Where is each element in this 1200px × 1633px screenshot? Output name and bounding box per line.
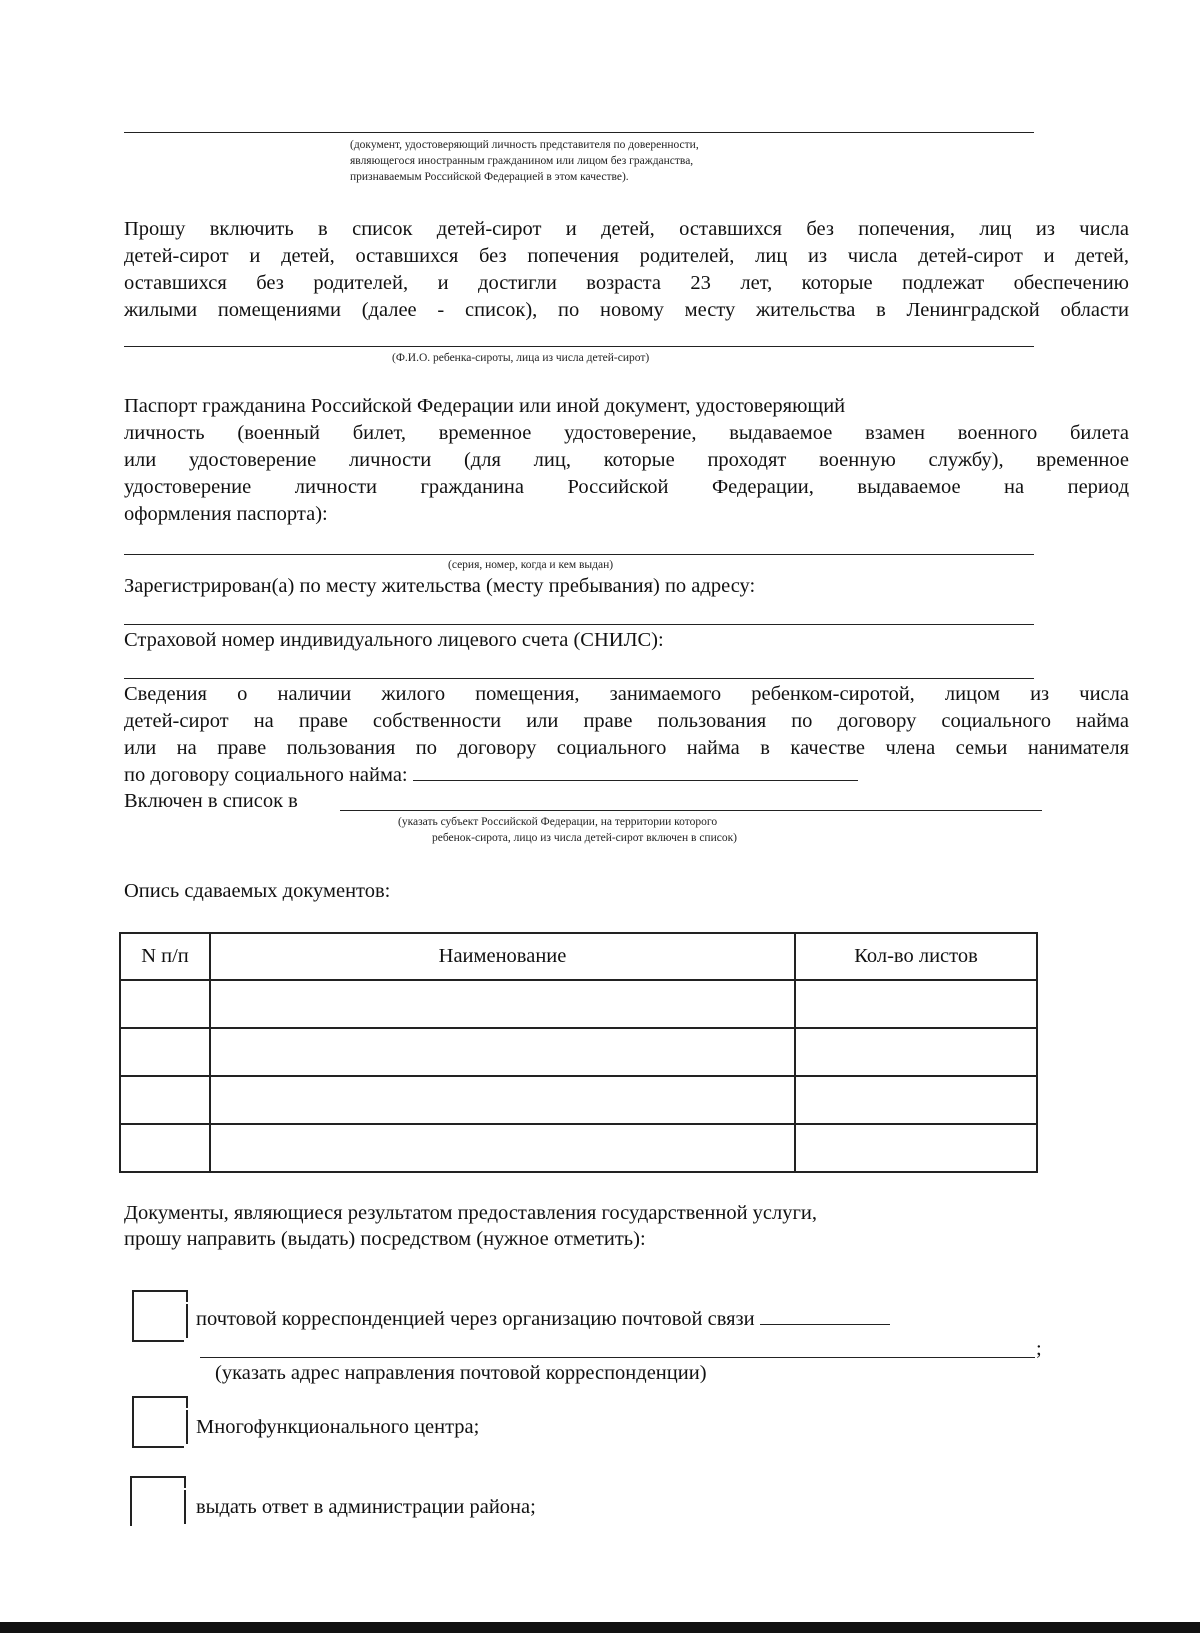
- request-paragraph: Прошу включить в список детей-сирот и детей, оставшихся без попечения, лиц из числа детей-сирот и детей, оставшихся без попечения родителей, лиц из числа детей-сирот и детей, оставшихся без родителей, и достигли возраста 23 лет, которые подлежат обеспечению жилыми помещениями (далее - список), по новому месту жительства в Ленинградской области: [124, 218, 1129, 321]
- post-address-line[interactable]: [200, 1357, 1035, 1358]
- included-caption: (указать субъект Российской Федерации, на территории которого ребенок-сирота, лицо из числа детей-сирот включен в список): [398, 816, 738, 844]
- table-header-row: [120, 933, 1037, 980]
- table-cell[interactable]: [120, 1124, 210, 1172]
- table-row: [120, 1124, 1037, 1172]
- fio-line[interactable]: [124, 346, 1034, 347]
- table-cell[interactable]: [795, 980, 1037, 1028]
- post-option-label: почтовой корреспонденцией через организацию почтовой связи: [196, 1306, 890, 1332]
- table-row: [120, 980, 1037, 1028]
- table-row: [120, 1076, 1037, 1124]
- table-cell[interactable]: [210, 980, 795, 1028]
- post-address-caption: (указать адрес направления почтовой корреспонденции): [215, 1362, 707, 1384]
- inventory-title: Опись сдаваемых документов:: [124, 880, 391, 902]
- table-cell[interactable]: [120, 980, 210, 1028]
- housing-paragraph: Сведения о наличии жилого помещения, занимаемого ребенком-сиротой, лицом из числа детей-сирот на праве собственности или праве пользования по договору социального найма или на праве пользования по договору социального найма в качестве члена семьи нанимателя по договору социального найма:: [124, 683, 1129, 786]
- table-cell[interactable]: [210, 1076, 795, 1124]
- representative-document-line[interactable]: [124, 132, 1034, 133]
- delivery-line-1: Документы, являющиеся результатом предоставления государственной услуги,: [124, 1202, 818, 1224]
- representative-document-caption: (документ, удостоверяющий личность представителя по доверенности, являющегося иностранным гражданином или лицом без гражданства, признаваемым Российской Федерацией в этом качестве).: [350, 139, 699, 183]
- table-cell[interactable]: [795, 1124, 1037, 1172]
- table-cell[interactable]: [210, 1028, 795, 1076]
- table-cell[interactable]: [795, 1028, 1037, 1076]
- post-service-field[interactable]: [760, 1306, 890, 1325]
- passport-paragraph: Паспорт гражданина Российской Федерации или иной документ, удостоверяющий личность (военный билет, временное удостоверение, выдаваемое взамен военного билета или удостоверение личности (для лиц, которые проходят военную службу), временное удостоверение личности гражданина Российской Федерации, выдаваемое на период оформления паспорта):: [124, 395, 1129, 525]
- delivery-line-2: прошу направить (выдать) посредством (нужное отметить):: [124, 1228, 646, 1250]
- housing-last-line: по договору социального найма:: [124, 764, 408, 786]
- table-cell[interactable]: [120, 1028, 210, 1076]
- snils-line[interactable]: [124, 678, 1034, 679]
- column-header-sheets: Кол-во листов: [795, 933, 1037, 980]
- table-cell[interactable]: [795, 1076, 1037, 1124]
- admin-option-label: выдать ответ в администрации района;: [196, 1496, 536, 1518]
- address-line[interactable]: [124, 624, 1034, 625]
- registered-label: Зарегистрирован(а) по месту жительства (месту пребывания) по адресу:: [124, 575, 756, 597]
- fio-caption: (Ф.И.О. ребенка-сироты, лица из числа детей-сирот): [392, 352, 650, 364]
- passport-line[interactable]: [124, 554, 1034, 555]
- included-line[interactable]: [340, 810, 1042, 811]
- column-header-number: N п/п: [120, 933, 210, 980]
- table-cell[interactable]: [210, 1124, 795, 1172]
- documents-table: [119, 932, 1038, 1173]
- admin-checkbox[interactable]: [130, 1476, 182, 1526]
- post-checkbox[interactable]: [132, 1290, 184, 1342]
- housing-field[interactable]: [413, 762, 858, 781]
- mfc-checkbox[interactable]: [132, 1396, 184, 1448]
- column-header-name: Наименование: [210, 933, 795, 980]
- scan-edge: [0, 1622, 1200, 1633]
- snils-label: Страховой номер индивидуального лицевого счета (СНИЛС):: [124, 629, 664, 651]
- post-end-mark: ;: [1036, 1338, 1042, 1360]
- mfc-option-label: Многофункционального центра;: [196, 1416, 480, 1438]
- included-label: Включен в список в: [124, 790, 298, 812]
- passport-caption: (серия, номер, когда и кем выдан): [448, 559, 614, 571]
- table-row: [120, 1028, 1037, 1076]
- table-cell[interactable]: [120, 1076, 210, 1124]
